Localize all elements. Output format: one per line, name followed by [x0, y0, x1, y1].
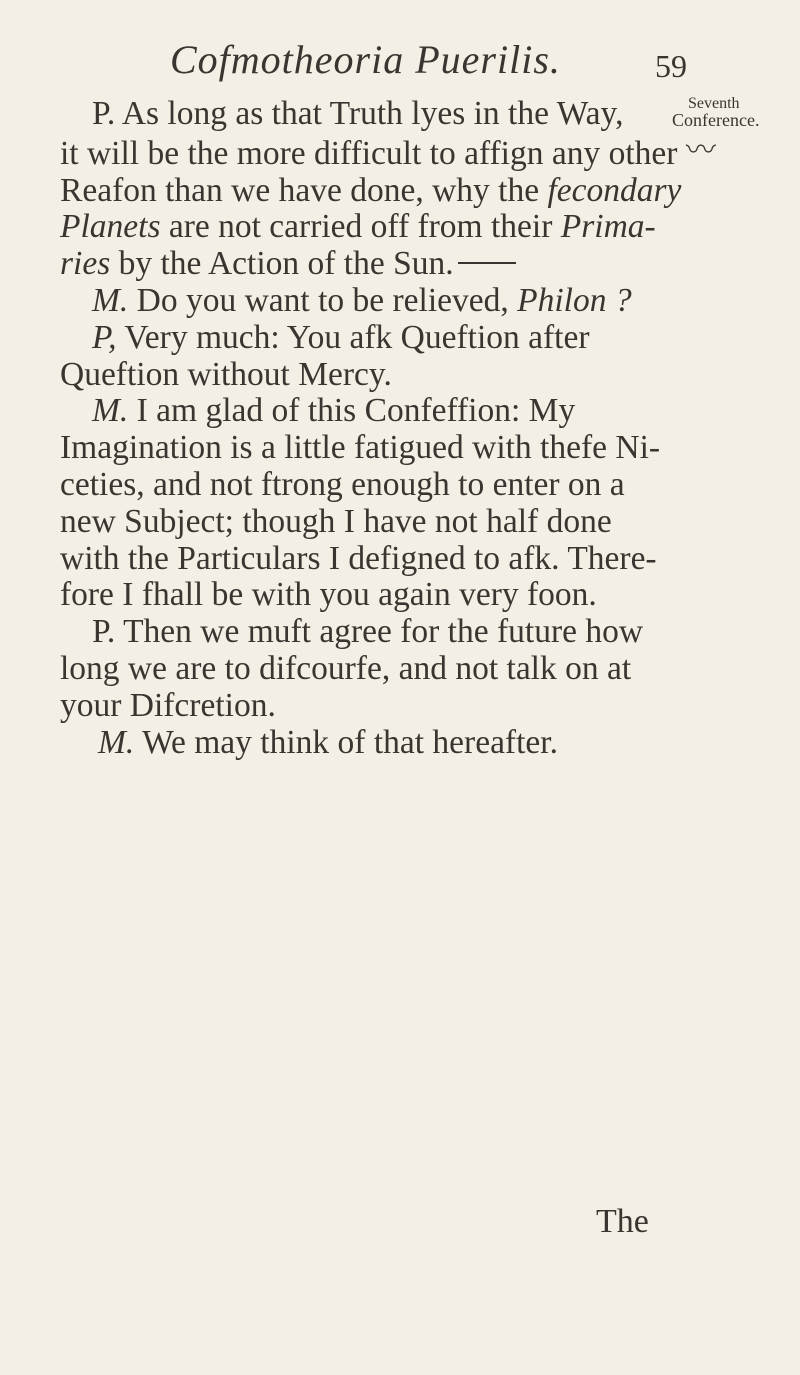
text-line: with the Particulars I defigned to afk. There- [60, 539, 657, 577]
text-line: ries by the Action of the Sun. [60, 246, 740, 283]
text-line: M. Do you want to be relieved, Philon ? [92, 281, 632, 319]
page-number: 59 [655, 48, 687, 84]
speaker-m: M. [92, 392, 129, 430]
text-line: Imagination is a little fatigued with thefe Ni- [60, 429, 661, 467]
line-filler-ornament: 〰 [685, 133, 712, 167]
speaker-m: M. [98, 723, 135, 761]
speaker-m: M. [92, 281, 129, 319]
text-line: ceties, and not ftrong enough to enter on a [60, 465, 625, 503]
text-line: M. We may think of that hereafter. [98, 723, 558, 761]
speaker-p: P, [92, 318, 117, 356]
text-line: P. As long as that Truth lyes in the Way, [92, 95, 624, 132]
text-line: long we are to difcourfe, and not talk on at [60, 649, 632, 687]
catchword: The [596, 1203, 649, 1240]
text-line: Planets are not carried off from their Prima- [60, 208, 656, 246]
margin-note-line-2: Conference. [672, 110, 760, 130]
section-rule [458, 262, 516, 264]
margin-note-line-1: Seventh [688, 95, 740, 112]
text-line: Queftion without Mercy. [60, 355, 392, 393]
text-line: Reafon than we have done, why the fecondary [60, 171, 682, 209]
text-line: fore I fhall be with you again very foon. [60, 576, 597, 614]
text-line: it will be the more difficult to affign any other 〰 [60, 133, 712, 172]
text-line: your Difcretion. [60, 686, 276, 724]
running-title: Cofmotheoria Puerilis. [170, 37, 561, 82]
body-text [60, 96, 740, 761]
text-line: P. Then we muft agree for the future how [92, 613, 644, 651]
text-line: P, Very much: You afk Queftion after [92, 318, 590, 356]
text-line: M. I am glad of this Confeffion: My [92, 392, 576, 430]
text-line: new Subject; though I have not half done [60, 502, 612, 540]
